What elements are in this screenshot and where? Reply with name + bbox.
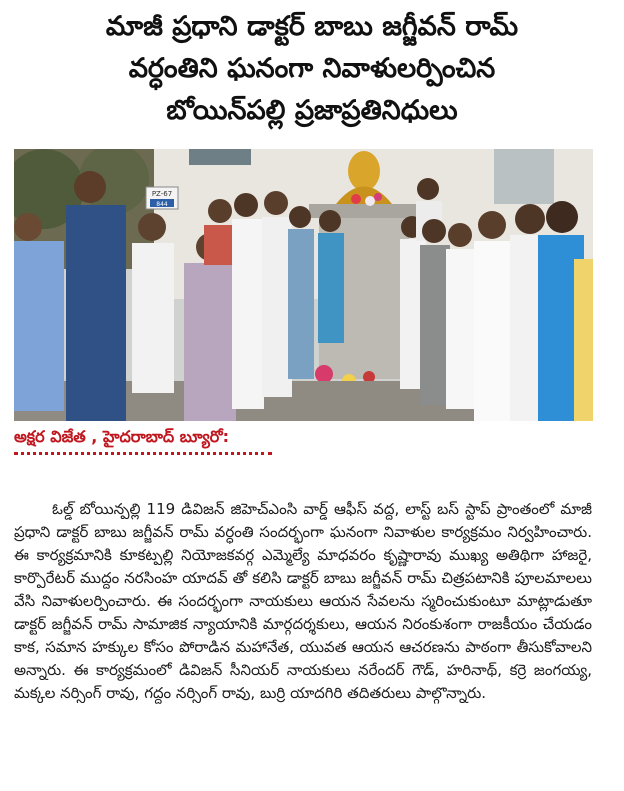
- byline-underline: [14, 452, 272, 455]
- headline-line-3: బోయిన్‌పల్లి ప్రజాప్రతినిధులు: [166, 95, 458, 126]
- photo-illustration: [14, 149, 593, 421]
- headline-line-1: మాజీ ప్రధాని డాక్టర్ బాబు జగ్జీవన్ రామ్: [105, 11, 519, 42]
- news-photo: [14, 149, 593, 421]
- article-body: ఓల్డ్ బోయిన్పల్లి 119 డివిజన్ జిహెచ్ఎంసి వార్డ్ ఆఫీస్ వద్ద, లాస్ట్ బస్ స్టాప్ ప్రాంతంలో మాజీ ప్రధాని డాక్టర్ బాబు జగ్జీవన్ రామ్ వర్ధంతి సందర్భంగా ఘనంగా నివాళుల కార్యక్రమం నిర్వహించారు. ఈ కార్యక్రమానికి కూకట్పల్లి నియోజకవర్గ ఎమ్మెల్యే మాధవరం కృష్ణారావు ముఖ్య అతిథిగా హాజరై, కార్పొరేటర్ ముద్దం నరసింహ యాదవ్ తో కలిసి డాక్టర్ బాబు జగ్జీవన్ రామ్ చిత్రపటానికి పూలమాలలు వేసి నివాళులర్పించారు. ఈ సందర్భంగా నాయకులు ఆయన సేవలను స్మరించుకుంటూ మాట్లాడుతూ డాక్టర్ జగ్జీవన్ రామ్ సామాజిక న్యాయానికి మార్గదర్శకులు, ఆయన నిరంకుశంగా రాజకీయం చేయడం కాక, సమాన హక్కుల కోసం పోరాడిన మహానేత, యువత ఆయన ఆచరణను పాఠంగా తీసుకోవాలని అన్నారు. ఈ కార్యక్రమంలో డివిజన్ సీనియర్ నాయకులు నరేందర్ గౌడ్, హరినాథ్, కర్రె జంగయ్య, మక్కల నర్సింగ్ రావు, గద్దం నర్సింగ్ రావు, బుర్రి యాదగిరి తదితరులు పాల్గొన్నారు.: [14, 500, 592, 702]
- sign-text-2: 844: [156, 201, 168, 208]
- headline-line-2: వర్ధంతిని ఘనంగా నివాళులర్పించిన: [128, 53, 496, 84]
- headline: [0, 6, 624, 132]
- byline: అక్షర విజేత , హైదరాబాద్ బ్యూరో:: [14, 427, 230, 446]
- sign-text: PZ-67: [151, 190, 173, 198]
